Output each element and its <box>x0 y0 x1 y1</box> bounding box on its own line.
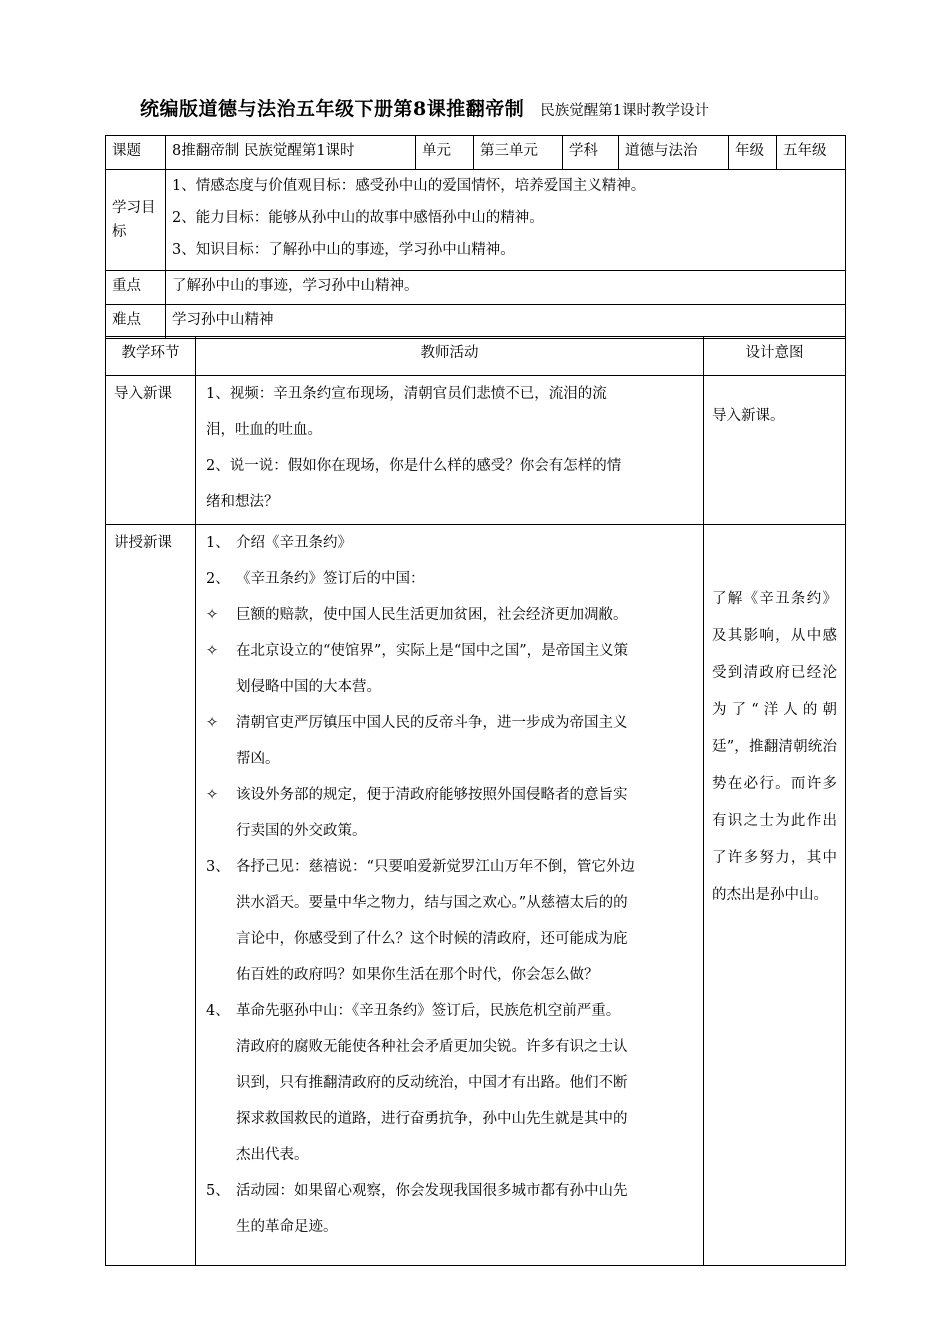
activity-item <box>206 561 693 597</box>
activity-line: 1、视频：辛丑条约宣布现场，清朝官员们悲愤不已，流泪的流 <box>206 386 607 402</box>
grade-label: 年级 <box>729 136 777 170</box>
document-title <box>140 94 860 121</box>
item-text: 清政府的腐败无能使各种社会矛盾更加尖锐。许多有识之士认 <box>236 1039 628 1055</box>
item-text: 革命先驱孙中山：《辛丑条约》签订后，民族危机空前严重。 <box>236 1003 621 1019</box>
header-design-intent: 设计意图 <box>704 337 846 376</box>
teach-intent: 了解《辛丑条约》及其影响，从中感受到清政府已经沦为了“洋人的朝廷”，推翻清朝统治势在必行。而许多有识之士为此作出了许多努力，其中的杰出是孙中山。 <box>712 591 837 903</box>
header-teacher-activity: 教师活动 <box>196 337 704 376</box>
item-number: 2、 <box>206 571 230 587</box>
diamond-bullet-icon: ✧ <box>206 607 219 623</box>
teach-intent-cell <box>704 525 846 1266</box>
process-header-row <box>106 337 846 376</box>
item-text: 言论中，你感受到了什么？这个时候的清政府，还可能成为庇 <box>236 931 628 947</box>
teaching-process-table <box>105 336 846 1266</box>
activity-item <box>206 525 693 561</box>
item-number: 5、 <box>206 1183 230 1199</box>
activity-line: 绪和想法？ <box>206 494 279 510</box>
item-text: 巨额的赔款，使中国人民生活更加贫困，社会经济更加凋敝。 <box>236 607 628 623</box>
main-title: 统编版道德与法治五年级下册第8课推翻帝制 <box>140 98 525 120</box>
key-point-row <box>106 271 846 305</box>
subject-value: 道德与法治 <box>619 136 729 170</box>
lesson-value: 8推翻帝制 民族觉醒第1课时 <box>166 136 416 170</box>
item-text: 活动园：如果留心观察，你会发现我国很多城市都有孙中山先 <box>236 1183 628 1199</box>
header-stage: 教学环节 <box>106 337 196 376</box>
grade-value: 五年级 <box>777 136 846 170</box>
diamond-bullet-icon: ✧ <box>206 787 219 803</box>
item-text: 该设外务部的规定，便于清政府能够按照外国侵略者的意旨实 <box>236 787 628 803</box>
item-text: 划侵略中国的大本营。 <box>236 679 381 695</box>
key-point-value: 了解孙中山的事迹，学习孙中山精神。 <box>166 271 846 305</box>
item-text: 介绍《辛丑条约》 <box>236 535 352 551</box>
goals-label: 学习目标 <box>106 170 166 271</box>
intro-row <box>106 376 846 525</box>
activity-item <box>206 633 693 705</box>
item-number: 4、 <box>206 1003 230 1019</box>
intro-stage: 导入新课 <box>106 376 196 525</box>
unit-label: 单元 <box>416 136 474 170</box>
lesson-label: 课题 <box>106 136 166 170</box>
item-text: 洪水滔天。要量中华之物力，结与国之欢心。”从慈禧太后的的 <box>236 895 628 911</box>
item-text: 《辛丑条约》签订后的中国： <box>236 571 425 587</box>
item-number: 3、 <box>206 859 230 875</box>
key-point-label: 重点 <box>106 271 166 305</box>
goals-row <box>106 170 846 271</box>
activity-item <box>206 1173 693 1245</box>
activity-line: 泪，吐血的吐血。 <box>206 422 322 438</box>
activity-item <box>206 777 693 849</box>
difficulty-label: 难点 <box>106 305 166 339</box>
item-text: 在北京设立的“使馆界”，实际上是“国中之国”，是帝国主义策 <box>236 643 629 659</box>
difficulty-row <box>106 305 846 339</box>
diamond-bullet-icon: ✧ <box>206 715 219 731</box>
activity-item <box>206 597 693 633</box>
diamond-bullet-icon: ✧ <box>206 643 219 659</box>
item-text: 探求救国救民的道路，进行奋勇抗争，孙中山先生就是其中的 <box>236 1111 628 1127</box>
item-text: 行卖国的外交政策。 <box>236 823 367 839</box>
difficulty-value: 学习孙中山精神 <box>166 305 846 339</box>
activity-line: 2、说一说：假如你在现场，你是什么样的感受？你会有怎样的情 <box>206 458 622 474</box>
intro-intent: 导入新课。 <box>704 376 846 525</box>
lesson-info-table <box>105 135 846 339</box>
goal-item: 1、情感态度与价值观目标：感受孙中山的爱国情怀，培养爱国主义精神。 <box>172 178 646 194</box>
unit-value: 第三单元 <box>474 136 563 170</box>
item-text: 生的革命足迹。 <box>236 1219 338 1235</box>
item-text: 识到，只有推翻清政府的反动统治，中国才有出路。他们不断 <box>236 1075 628 1091</box>
item-text: 各抒己见：慈禧说：“只要咱爱新觉罗江山万年不倒，管它外边 <box>236 859 635 875</box>
item-number: 1、 <box>206 535 230 551</box>
item-text: 佑百姓的政府吗？如果你生活在那个时代，你会怎么做？ <box>236 967 599 983</box>
item-text: 杰出代表。 <box>236 1147 309 1163</box>
subject-label: 学科 <box>563 136 619 170</box>
goal-item: 2、能力目标：能够从孙中山的故事中感悟孙中山的精神。 <box>172 210 544 226</box>
activity-item <box>206 705 693 777</box>
teach-stage: 讲授新课 <box>106 525 196 1266</box>
lesson-info-row <box>106 136 846 170</box>
teach-activity <box>196 525 704 1266</box>
subtitle: 民族觉醒第1课时教学设计 <box>540 103 709 119</box>
goals-content <box>166 170 846 271</box>
activity-item <box>206 849 693 993</box>
teach-row <box>106 525 846 1266</box>
intro-activity <box>196 376 704 525</box>
item-text: 帮凶。 <box>236 751 280 767</box>
item-text: 清朝官吏严厉镇压中国人民的反帝斗争，进一步成为帝国主义 <box>236 715 628 731</box>
activity-item <box>206 993 693 1173</box>
goal-item: 3、知识目标：了解孙中山的事迹，学习孙中山精神。 <box>172 242 515 258</box>
